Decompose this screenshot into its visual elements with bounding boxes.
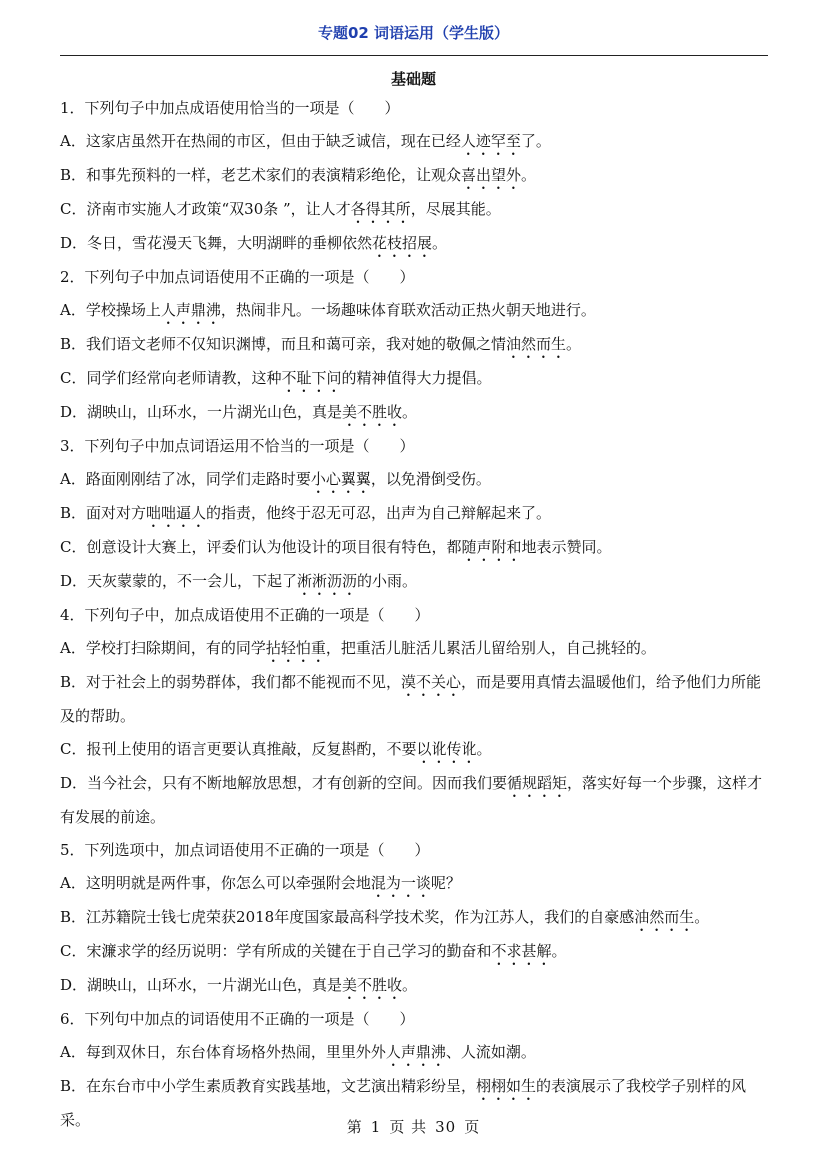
dotted-term: 美不胜收 [342, 976, 403, 994]
footer-mid: 页 共 [389, 1118, 428, 1136]
question-stem: 1．下列句子中加点成语使用恰当的一项是（ ） [60, 99, 400, 117]
question-option [60, 125, 772, 159]
dotted-term: 不耻下问 [281, 369, 342, 387]
option-text: D．湖映山，山环水，一片湖光山色，真是 [60, 403, 343, 421]
question-option [60, 328, 772, 362]
question-stem: 5．下列选项中，加点词语使用不正确的一项是（ ） [60, 841, 430, 859]
question-option [60, 396, 772, 430]
option-text: ，以免滑倒受伤。 [370, 470, 491, 488]
option-text: A．这家店虽然开在热闹的市区，但由于缺乏诚信，现在已经 [60, 132, 461, 150]
option-text: D．冬日，雪花漫天飞舞，大明湖畔的垂柳依然 [60, 234, 373, 252]
dotted-term: 人声鼎沸 [160, 301, 221, 319]
dotted-term: 淅淅沥沥 [297, 572, 358, 590]
option-text: 。 [476, 740, 492, 758]
option-text: ，尽展其能。 [410, 200, 501, 218]
question-option [60, 767, 772, 834]
question-option [60, 159, 772, 193]
option-text: B．我们语文老师不仅知识渊博，而且和蔼可亲，我对她的敬佩之情 [60, 335, 507, 353]
question-option [60, 531, 772, 565]
option-text: ，把重活儿脏活儿累活儿留给别人，自己挑轻的。 [325, 639, 656, 657]
option-text: 。 [432, 234, 448, 252]
option-text: D．当今社会，只有不断地解放思想，才有创新的空间。因而我们要 [60, 774, 508, 792]
dotted-term: 以讹传讹 [416, 740, 477, 758]
option-text: C．创意设计大赛上，评委们认为他设计的项目很有特色，都 [60, 538, 462, 556]
question-block [60, 261, 772, 430]
question-option [60, 497, 772, 531]
question-stem: 2．下列句子中加点词语使用不正确的一项是（ ） [60, 268, 415, 286]
footer-total-pages: 30 [435, 1118, 457, 1136]
option-text: A．每到双休日，东台体育场格外热闹，里里外外 [60, 1043, 386, 1061]
dotted-term: 咄咄逼人 [146, 504, 207, 522]
option-text: D．天灰蒙蒙的，不一会儿，下起了 [60, 572, 298, 590]
option-text: A．这明明就是两件事，你怎么可以牵强附会地 [60, 874, 371, 892]
option-text: C．宋濂求学的经历说明：学有所成的关键在于自己学习的勤奋和 [60, 942, 492, 960]
dotted-term: 小心翼翼 [310, 470, 371, 488]
question-option [60, 935, 772, 969]
page-footer [0, 1116, 827, 1137]
footer-prefix: 第 [346, 1118, 363, 1136]
question-block [60, 834, 772, 1003]
option-text: 。 [402, 403, 418, 421]
question-block [60, 430, 772, 599]
option-text: C．济南市实施人才政策“双30条 ”，让人才 [60, 200, 351, 218]
option-text: 的指责，他终于忍无可忍，出声为自己辩解起来了。 [206, 504, 552, 522]
option-text: C．同学们经常向老师请教，这种 [60, 369, 282, 387]
question-list [60, 92, 772, 1137]
option-text: B．对于社会上的弱势群体，我们都不能视而不见， [60, 673, 402, 691]
question-option [60, 632, 772, 666]
question-option [60, 666, 772, 733]
question-block [60, 599, 772, 834]
dotted-term: 油然而生 [634, 908, 695, 926]
footer-suffix: 页 [464, 1118, 481, 1136]
option-text: 。 [694, 908, 710, 926]
dotted-term: 花枝招展 [372, 234, 433, 252]
dotted-term: 混为一谈 [370, 874, 431, 892]
document-header-title: 专题02 词语运用（学生版） [317, 24, 510, 42]
option-text: 、人流如潮。 [445, 1043, 536, 1061]
dotted-term: 喜出望外 [461, 166, 522, 184]
question-option [60, 1036, 772, 1070]
option-text: 了。 [520, 132, 551, 150]
dotted-term: 各得其所 [350, 200, 411, 218]
question-option [60, 294, 772, 328]
option-text: 。 [566, 335, 582, 353]
option-text: A．学校打扫除期间，有的同学 [60, 639, 266, 657]
question-stem: 6．下列句中加点的词语使用不正确的一项是（ ） [60, 1010, 415, 1028]
option-text: 的表演展示了我校学子别样的风采。 [60, 1077, 747, 1129]
question-option [60, 362, 772, 396]
question-stem: 3．下列句子中加点词语运用不恰当的一项是（ ） [60, 437, 415, 455]
option-text: A．学校操场上 [60, 301, 161, 319]
option-text: B．和事先预料的一样，老艺术家们的表演精彩绝伦，让观众 [60, 166, 462, 184]
option-text: 。 [521, 166, 537, 184]
option-text: 。 [402, 976, 418, 994]
option-text: B．江苏籍院士钱七虎荣获2018年度国家最高科学技术奖，作为江苏人，我们的自豪感 [60, 908, 635, 926]
header-divider [60, 55, 768, 56]
question-option [60, 463, 772, 497]
option-text: 的小雨。 [357, 572, 418, 590]
option-text: ，热闹非凡。一场趣味体育联欢活动正热火朝天地进行。 [220, 301, 596, 319]
question-option [60, 969, 772, 1003]
option-text: 的精神值得大力提倡。 [341, 369, 492, 387]
question-option [60, 901, 772, 935]
question-option [60, 193, 772, 227]
option-text: C．报刊上使用的语言更要认真推敲，反复斟酌，不要 [60, 740, 417, 758]
dotted-term: 不求甚解 [491, 942, 552, 960]
dotted-term: 漠不关心 [401, 673, 462, 691]
option-text: D．湖映山，山环水，一片湖光山色，真是 [60, 976, 343, 994]
section-title: 基础题 [390, 70, 436, 88]
option-text: 呢？ [430, 874, 461, 892]
question-option [60, 565, 772, 599]
option-text: A．路面刚刚结了冰，同学们走路时要 [60, 470, 311, 488]
option-text: ，落实好每一个步骤，这样才有发展的前途。 [60, 774, 763, 826]
option-text: ，而是要用真情去温暖他们，给予他们力所能及的帮助。 [60, 673, 762, 725]
dotted-term: 人迹罕至 [460, 132, 521, 150]
question-option [60, 867, 772, 901]
option-text: B．在东台市中小学生素质教育实践基地，文艺演出精彩纷呈， [60, 1077, 477, 1095]
dotted-term: 油然而生 [506, 335, 567, 353]
dotted-term: 美不胜收 [342, 403, 403, 421]
option-text: 。 [551, 942, 567, 960]
question-option [60, 733, 772, 767]
question-stem: 4．下列句子中，加点成语使用不正确的一项是（ ） [60, 606, 430, 624]
dotted-term: 拈轻怕重 [265, 639, 326, 657]
dotted-term: 栩栩如生 [476, 1077, 537, 1095]
dotted-term: 循规蹈矩 [507, 774, 568, 792]
option-text: B．面对对方 [60, 504, 147, 522]
dotted-term: 随声附和 [461, 538, 522, 556]
footer-page-number: 1 [370, 1118, 382, 1136]
dotted-term: 人声鼎沸 [385, 1043, 446, 1061]
option-text: 地表示赞同。 [521, 538, 612, 556]
question-option [60, 227, 772, 261]
question-block [60, 92, 772, 261]
